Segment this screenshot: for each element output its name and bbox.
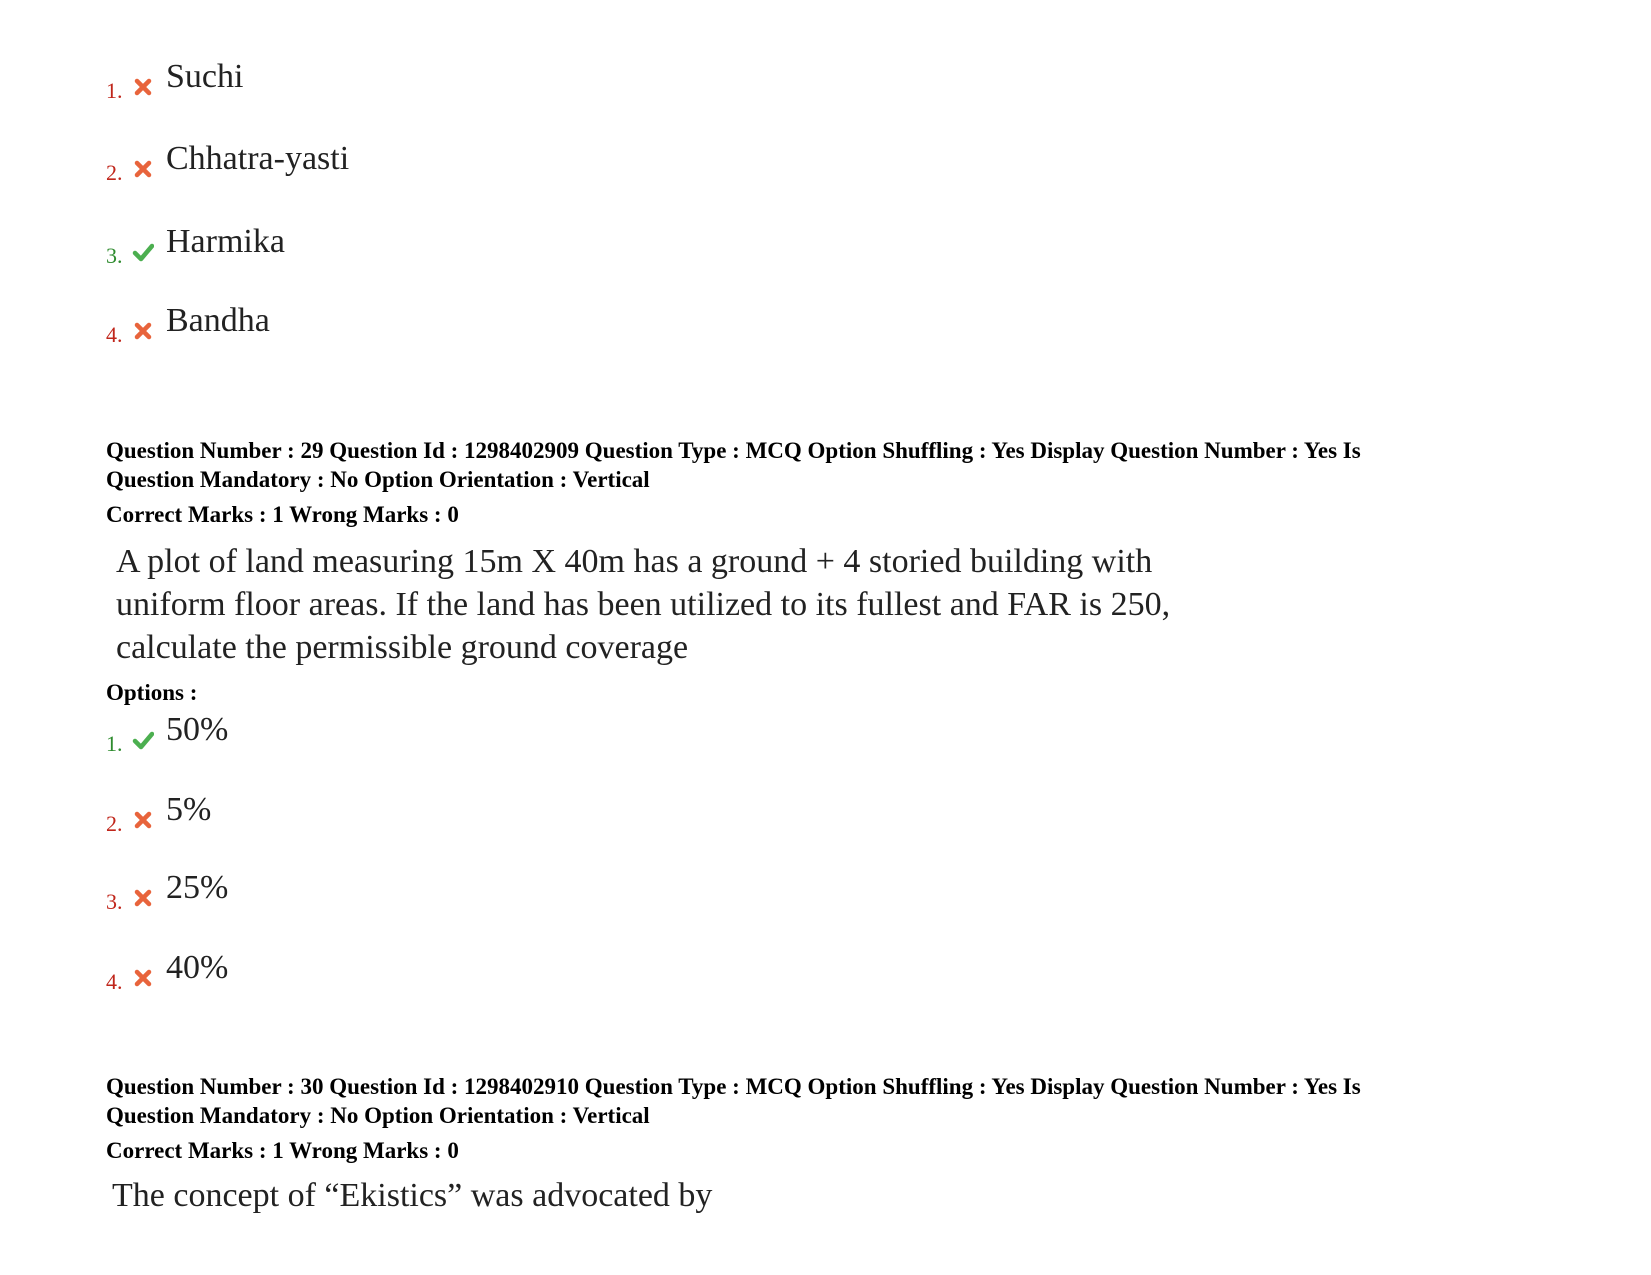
q28-option-3 <box>106 223 285 267</box>
option-text: 5% <box>166 791 212 828</box>
q30-question-text <box>112 1174 1232 1217</box>
q30-question-line-1: The concept of “Ekistics” was advocated by <box>112 1177 713 1214</box>
q29-question-line-1: A plot of land measuring 15m X 40m has a ground + 4 storied building with <box>116 543 1153 580</box>
check-icon <box>132 241 154 263</box>
q29-meta <box>106 436 1546 494</box>
q30-meta <box>106 1072 1546 1130</box>
option-text: Chhatra-yasti <box>166 140 350 177</box>
q28-option-4 <box>106 302 270 346</box>
cross-icon <box>132 158 154 180</box>
q28-option-1 <box>106 58 243 102</box>
q30-meta-line-2: Question Mandatory : No Option Orientation : Vertical <box>106 1103 650 1128</box>
q28-option-2 <box>106 140 349 184</box>
q29-question-line-2: uniform floor areas. If the land has been utilized to its fullest and FAR is 250, <box>116 586 1171 623</box>
option-text: 25% <box>166 869 229 906</box>
q29-question-line-3: calculate the permissible ground coverage <box>116 629 689 666</box>
option-text: Suchi <box>166 58 244 95</box>
q29-meta-line-2: Question Mandatory : No Option Orientation : Vertical <box>106 467 650 492</box>
q30-meta-line-1: Question Number : 30 Question Id : 1298402910 Question Type : MCQ Option Shuffling : Yes Display Question Number : Yes Is <box>106 1074 1361 1099</box>
option-number: 3. <box>106 243 123 268</box>
option-number: 3. <box>106 889 123 914</box>
check-icon <box>132 729 154 751</box>
cross-icon <box>132 809 154 831</box>
q29-option-2 <box>106 791 211 835</box>
q29-options-label: Options : <box>106 680 198 705</box>
cross-icon <box>132 887 154 909</box>
cross-icon <box>132 76 154 98</box>
cross-icon <box>132 320 154 342</box>
option-number: 1. <box>106 731 123 756</box>
option-number: 2. <box>106 811 123 836</box>
q29-option-4 <box>106 949 228 993</box>
option-number: 2. <box>106 160 123 185</box>
q29-option-3 <box>106 869 228 913</box>
option-number: 1. <box>106 78 123 103</box>
q29-marks: Correct Marks : 1 Wrong Marks : 0 <box>106 502 459 527</box>
q29-meta-line-1: Question Number : 29 Question Id : 1298402909 Question Type : MCQ Option Shuffling : Yes Display Question Number : Yes Is <box>106 438 1361 463</box>
option-number: 4. <box>106 322 123 347</box>
q29-option-1 <box>106 711 228 755</box>
option-text: Harmika <box>166 223 285 260</box>
q30-marks: Correct Marks : 1 Wrong Marks : 0 <box>106 1138 459 1163</box>
option-text: 40% <box>166 949 229 986</box>
option-text: Bandha <box>166 302 270 339</box>
cross-icon <box>132 967 154 989</box>
option-number: 4. <box>106 969 123 994</box>
option-text: 50% <box>166 711 229 748</box>
q29-question-text <box>116 540 1236 669</box>
